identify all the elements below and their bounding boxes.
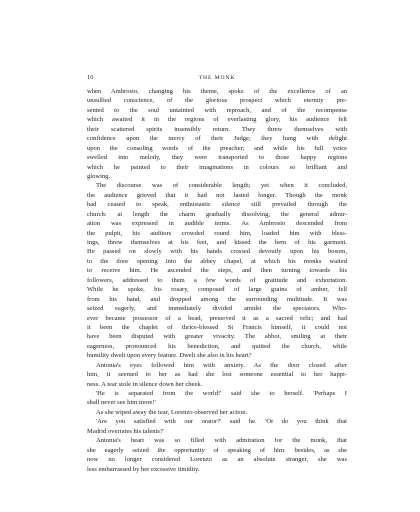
text-line: 'He is separated from the world!' said she to herself. 'Perhaps I — [96, 390, 347, 397]
text-line: ever became possessor of a bead, preserved it as a sacred relic; and had — [87, 314, 347, 322]
text-line: it been the chaplet of thrice-blessed St Francis himself, it could not — [87, 323, 347, 331]
text-line: the pulpit, his auditors crowded round him, loaded him with bless- — [87, 229, 347, 237]
text-line: have been disputed with greater vivacity. The abbot, smiling at their — [87, 333, 347, 341]
text-line: Antonia's eyes followed him with anxiety. As the door closed after — [96, 361, 347, 369]
page-number: 16 — [87, 74, 94, 81]
text-line: sented to the soul untainted with reproach, and of the recompense — [87, 106, 347, 114]
text-line: ness. A tear stole in silence down her cheek. — [87, 380, 203, 388]
text-line: eagerness, pronounced his benediction, and quitted the church, while — [87, 342, 347, 350]
text-line: He passed on slowly with his hands crossed devoutly upon his bosom, — [87, 248, 347, 256]
text-line: had ceased to speak, enthusiastic silence still prevailed through the — [87, 201, 347, 209]
text-line: seized eagerly, and immediately divided amidst the spectators. Who- — [87, 305, 347, 313]
text-line: followers, addressed to them a few words of gratitude and exhortation. — [87, 276, 347, 284]
text-line: the audience grieved that it had not lasted longer. Though the monk — [87, 191, 347, 199]
text-line: ation was expressed in audible terms. As Ambrosio descended from — [87, 220, 347, 228]
text-line: when Ambrosio, changing his theme, spoke of the excellence of an — [87, 88, 347, 95]
text-line: Madrid overrates his talents?' — [87, 427, 164, 435]
text-line: now no longer considered Lorenzo as an absolute stranger, she was — [87, 456, 347, 464]
text-line: The discourse was of considerable length; yet when it concluded, — [96, 182, 347, 190]
text-line: less embarrassed by her excessive timidity. — [87, 465, 200, 473]
text-line: church: at length the charm gradually dissolving, the general admir- — [87, 210, 347, 218]
text-line: While he spoke, his rosary, composed of large grains of amber, fell — [87, 286, 347, 294]
running-title: THE MONK — [198, 75, 236, 81]
text-line: unsullied conscience, of the glorious prospect which eternity pre- — [87, 97, 347, 105]
text-line: from his hand, and dropped among the surrounding multitude. It was — [87, 295, 347, 303]
text-line: Antonia's heart was so filled with admiration for the monk, that — [96, 437, 347, 445]
text-line: which he painted to their imaginations in colours so brilliant and — [87, 163, 347, 171]
text-line: glowing. — [87, 172, 111, 180]
text-line: to receive him. He ascended the steps, and then turning towards his — [87, 267, 347, 275]
text-line: upon the consoling words of the preacher; and while his full voice — [87, 144, 347, 152]
text-line: humility dwelt upon every feature. Dwelt she also in his heart? — [87, 352, 252, 360]
text-line: their scattered spirits insensibly return. They threw themselves with — [87, 125, 347, 133]
text-line: As she wiped away the tear, Lorenzo observed her action. — [96, 408, 248, 416]
text-line: confidence upon the mercy of their Judge; they hung with delight — [87, 135, 347, 143]
text-line: swelled into melody, they were transported to those happy regions — [87, 154, 347, 162]
running-head — [87, 73, 347, 83]
text-line: she eagerly seized the opportunity of speaking of him: besides, as she — [87, 446, 347, 454]
text-line: 'Are you satisfied with our orator?' said he. 'Or do you think that — [96, 418, 347, 426]
text-line: to the door opening into the abbey chapel, at which his monks waited — [87, 257, 347, 265]
text-line: which awaited it in the regions of everlasting glory, his audience felt — [87, 116, 347, 124]
body-text — [87, 87, 347, 474]
text-line: him, it seemed to her as had she lost someone essential to her happi- — [87, 371, 347, 379]
text-line: shall never see him more!' — [87, 399, 156, 407]
text-line: ings, threw themselves at his feet, and kissed the hem of his garment. — [87, 239, 347, 246]
